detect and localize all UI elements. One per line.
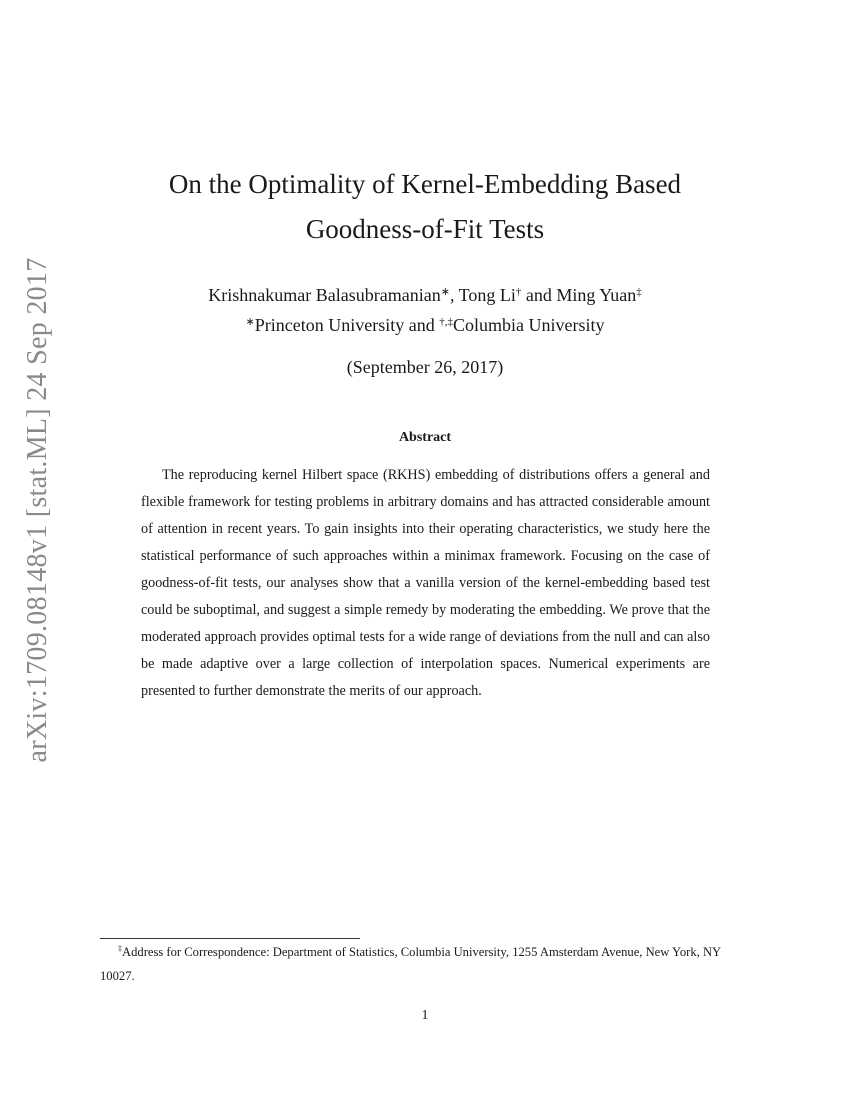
author-separator: and bbox=[521, 285, 557, 305]
footnote-mark: ‡ bbox=[118, 944, 122, 953]
paper-date: (September 26, 2017) bbox=[346, 357, 504, 377]
affiliation-list bbox=[100, 310, 750, 340]
author-block bbox=[100, 280, 750, 340]
paper-title bbox=[100, 162, 750, 252]
author-mark: ‡ bbox=[636, 286, 642, 298]
footnote-divider bbox=[100, 938, 360, 939]
author-separator: , bbox=[449, 285, 459, 305]
page-number: 1 bbox=[421, 1008, 429, 1023]
title-line-2: Goodness-of-Fit Tests bbox=[305, 214, 545, 244]
affiliation-name: Princeton University and bbox=[254, 315, 440, 335]
author-mark: † bbox=[515, 286, 522, 298]
abstract-text: The reproducing kernel Hilbert space (RKHS) embedding of distributions offers a general and flexible framework for testing problems in arbitrary domains and has attracted considerable amount of attention in recent years. To gain insights into their operating characteristics, we study here the statistical performance of such approaches within a minimax framework. Focusing on the case of goodness-of-fit tests, our analyses show that a vanilla version of the kernel-embedding based test could be suboptimal, and suggest a simple remedy by moderating the embedding. We prove that the moderated approach provides optimal tests for a wide range of deviations from the null and can also be made adaptive over a large collection of interpolation spaces. Numerical experiments are presented to further demonstrate the merits of our approach. bbox=[141, 467, 710, 699]
author-mark: ∗ bbox=[440, 286, 450, 298]
author-name: Ming Yuan bbox=[556, 285, 637, 305]
affiliation-mark: †,‡ bbox=[439, 316, 453, 328]
footnote bbox=[100, 940, 752, 988]
affiliation-name: Columbia University bbox=[452, 315, 605, 335]
author-name: Tong Li bbox=[458, 285, 516, 305]
abstract-heading: Abstract bbox=[398, 430, 452, 445]
author-name: Krishnakumar Balasubramanian bbox=[208, 285, 441, 305]
affiliation-mark: ∗ bbox=[245, 316, 255, 328]
title-line-1: On the Optimality of Kernel-Embedding Based bbox=[168, 169, 682, 199]
footnote-text: Address for Correspondence: Department of Statistics, Columbia University, 1255 Amsterdam Avenue, New York, NY 10027. bbox=[100, 945, 721, 983]
arxiv-identifier: arXiv:1709.08148v1 [stat.ML] 24 Sep 2017 bbox=[22, 257, 53, 763]
author-list bbox=[100, 280, 750, 310]
